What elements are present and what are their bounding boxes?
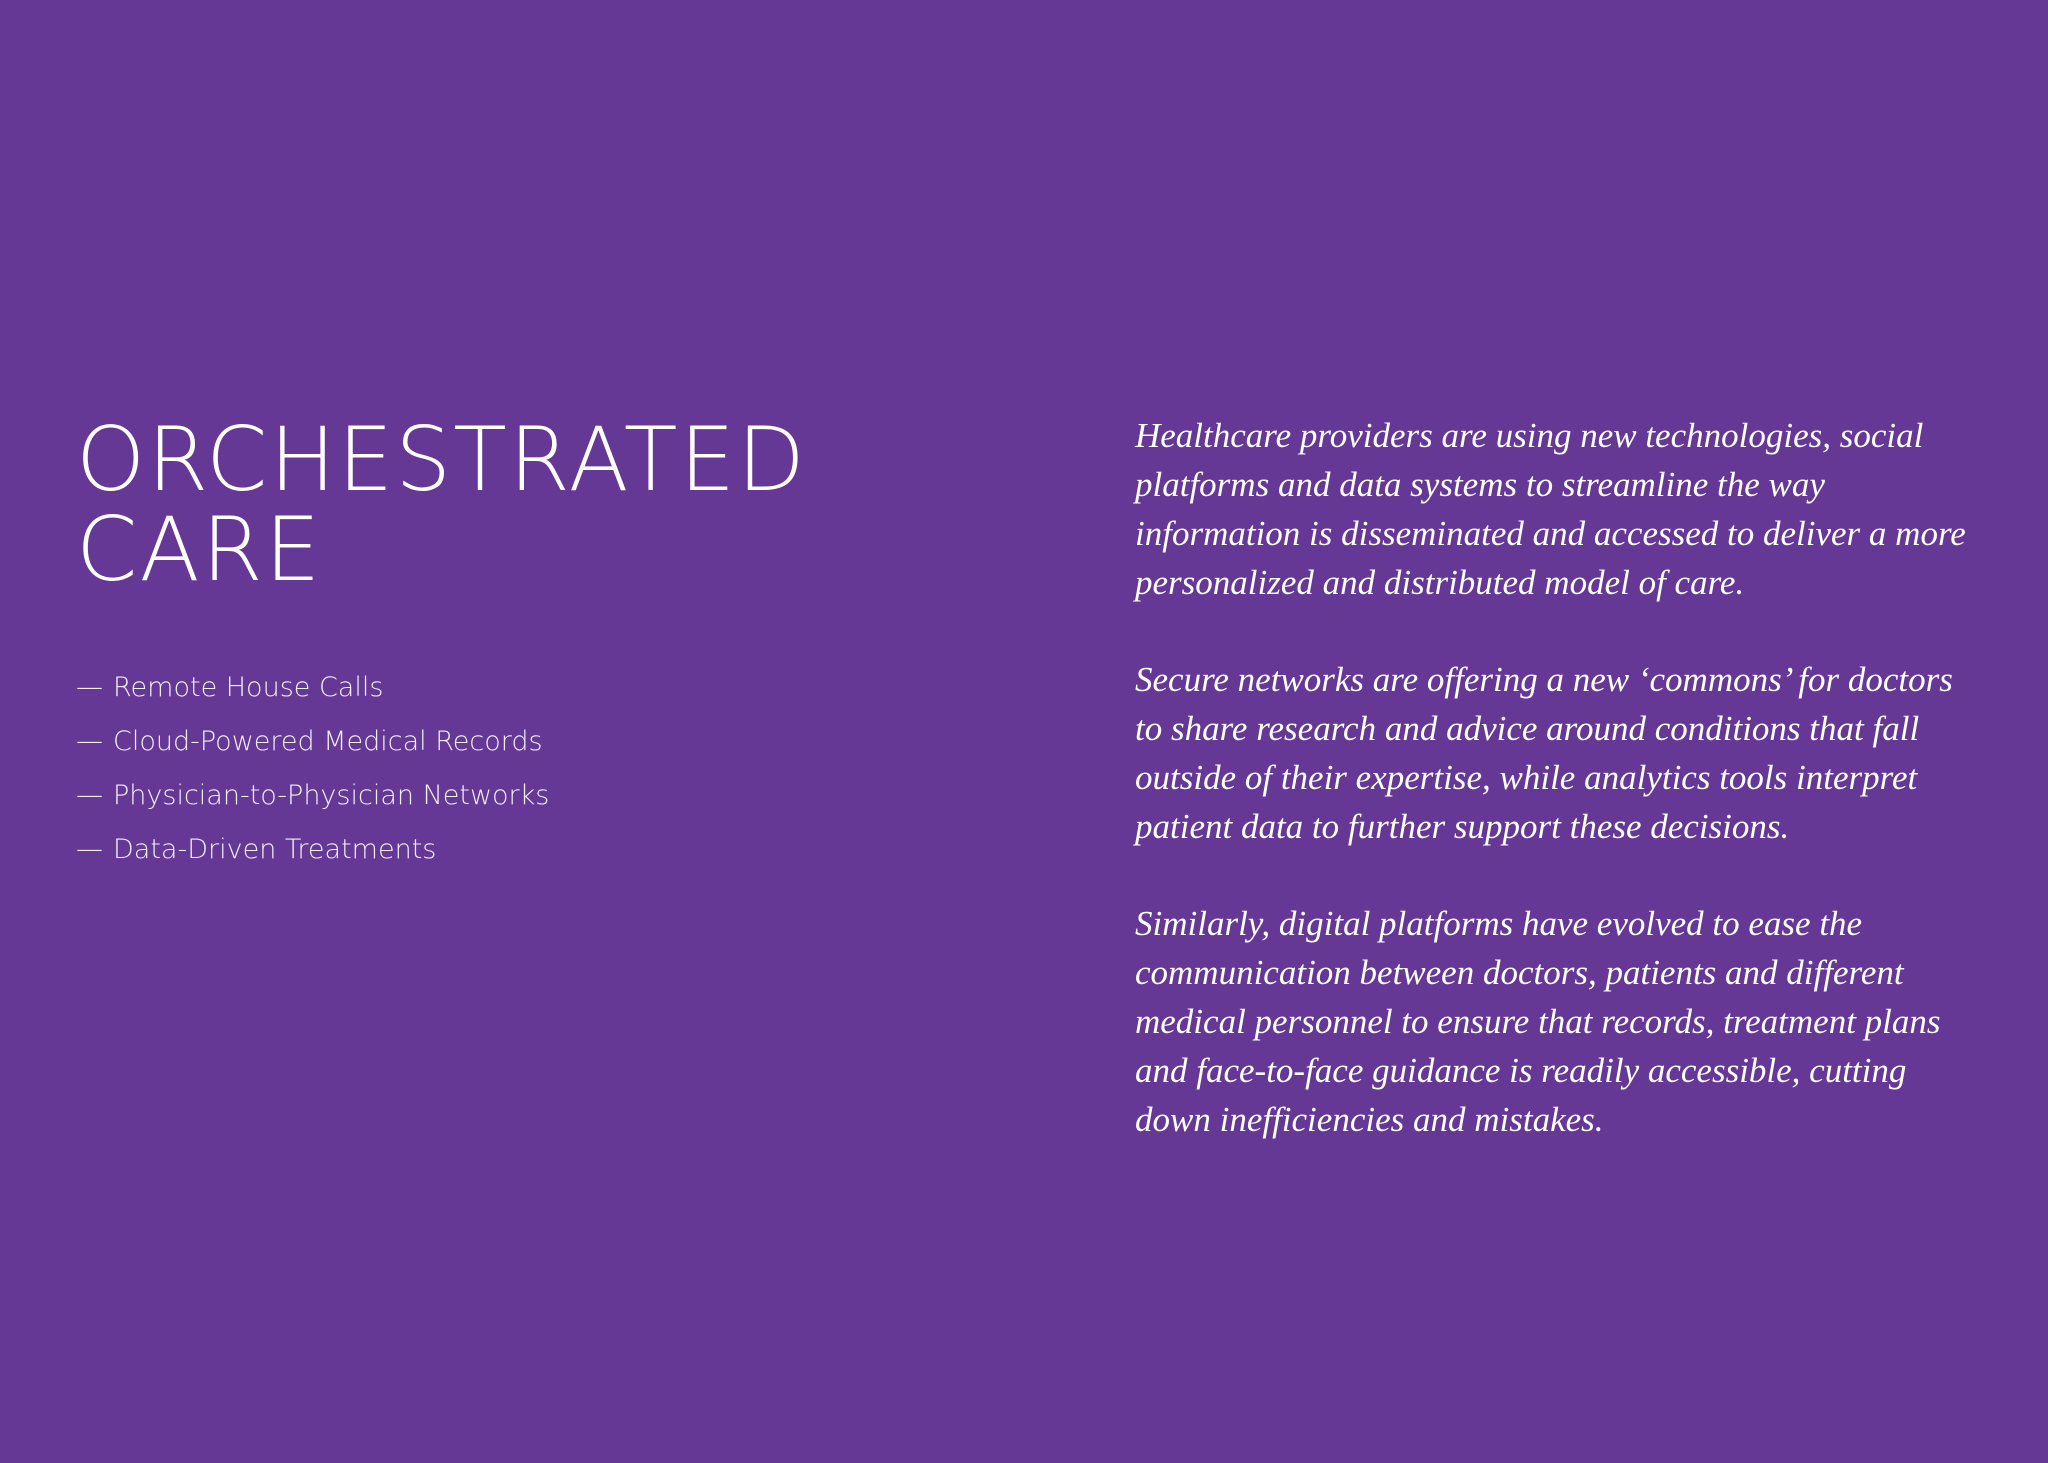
list-item [76,769,549,823]
paragraph-1: Healthcare providers are using new technologies, social platforms and data systems to streamline the way information is disseminated and accessed to deliver a more personalized and distributed model of care. [1135,416,1966,602]
list-item [76,823,549,877]
list-item-label: Remote House Calls [113,672,384,703]
title-block [76,408,1076,601]
dash-marker: — [76,672,103,703]
feature-list [76,661,549,877]
list-item [76,661,549,715]
dash-marker: — [76,834,103,865]
list-item-label: Data-Driven Treatments [113,834,437,865]
list-item-label: Cloud-Powered Medical Records [113,726,543,757]
dash-marker: — [76,726,103,757]
title-line-1: ORCHESTRATED [76,408,807,511]
list-item-label: Physician-to-Physician Networks [113,780,550,811]
paragraph-2: Secure networks are offering a new ‘commons’ for doctors to share research and advice around conditions that fall outside of their expertise, while analytics tools interpret patient data to further support these decisions. [1135,660,1953,846]
body-text [1135,411,1985,1192]
list-item [76,715,549,769]
title-line-2: CARE [76,498,323,601]
page-title [76,408,1076,601]
paragraph-3: Similarly, digital platforms have evolved to ease the communication between doctors, patients and different medical personnel to ensure that records, treatment plans and face-to-face guidance is readily accessible, cutting down inefficiencies and mistakes. [1135,904,1941,1139]
dash-marker: — [76,780,103,811]
